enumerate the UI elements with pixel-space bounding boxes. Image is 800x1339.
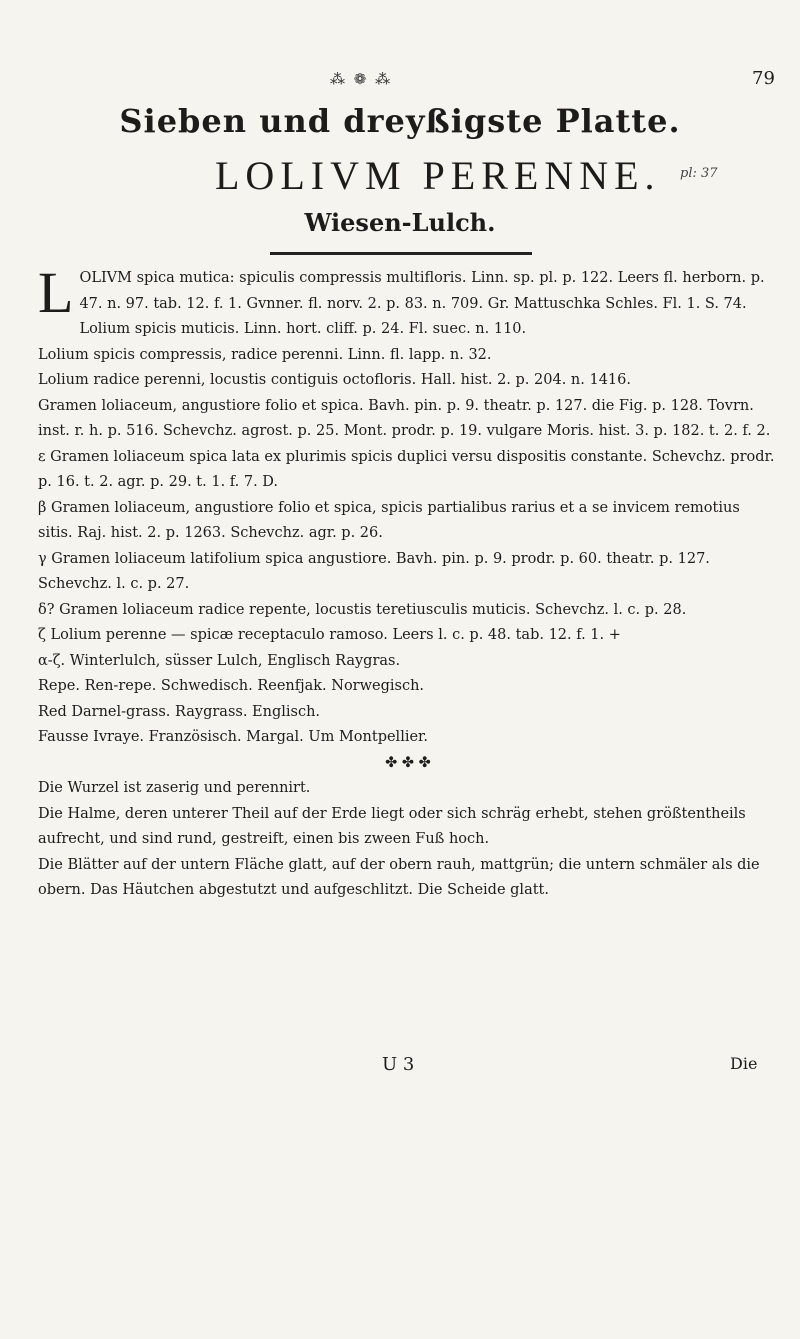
description-paragraph: Die Halme, deren unterer Theil auf der Erde liegt oder sich schräg erhebt, stehen größtentheils aufrecht, und sind rund, gestreift, einen bis zween Fuß hoch.: [38, 805, 746, 847]
plate-reference: pl: 37: [680, 166, 718, 181]
synonym-entry: Lolium spicis muticis. Linn. hort. cliff. p. 24. Fl. suec. n. 110.: [79, 321, 527, 337]
synonym-entry: ε Gramen loliaceum spica lata ex plurimis spicis duplici versu dispositis constante. Schevchz. prodr. p. 16. t. 2. agr. p. 29. t. 1. f. 7. D.: [38, 448, 775, 490]
ornamental-rule: [270, 252, 532, 255]
drop-cap: L: [38, 260, 74, 325]
description-paragraph: Die Blätter auf der untern Fläche glatt, auf der obern rauh, mattgrün; die untern schmäler als die obern. Das Häutchen abgestutzt und aufgeschlitzt. Die Scheide glatt.: [38, 856, 760, 898]
synonym-entry: Lolium spicis compressis, radice perenni. Linn. fl. lapp. n. 32.: [38, 346, 492, 363]
signature-mark: U 3: [382, 1054, 415, 1075]
synonym-entry: γ Gramen loliaceum latifolium spica angustiore. Bavh. pin. p. 9. prodr. p. 60. theatr. p. 127. Schevchz. l. c. p. 27.: [38, 550, 710, 592]
synonym-entry: LOLIVM spica mutica: spiculis compressis multifloris. Linn. sp. pl. p. 122. Leers fl. herborn. p. 47. n. 97. tab. 12. f. 1. Gvnner. fl. norv. 2. p. 83. n. 709. Gr. Mattuschka Schles. Fl. 1. S. 74.: [38, 260, 765, 325]
synonym-entry: Gramen loliaceum, angustiore folio et spica. Bavh. pin. p. 9. theatr. p. 127. die Fig. p. 128. Tovrn. inst. r. h. p. 516. Schevchz. agrost. p. 25. Mont. prodr. p. 19. vulgare Moris. hist. 3. p. 182. t. 2. f. 2.: [38, 397, 771, 439]
synonym-entry: ζ Lolium perenne — spicæ receptaculo ramoso. Leers l. c. p. 48. tab. 12. f. 1. +: [38, 627, 621, 643]
common-name: Wiesen-Lulch.: [304, 208, 496, 237]
vernacular-name: Fausse Ivraye. Französisch. Margal. Um Montpellier.: [38, 729, 428, 745]
vernacular-name: Red Darnel-grass. Raygrass. Englisch.: [38, 703, 321, 720]
vernacular-name: α-ζ. Winterlulch, süsser Lulch, Englisch Raygras.: [38, 652, 401, 669]
page-number: 79: [752, 68, 775, 89]
species-name: LOLIVM PERENNE.: [215, 153, 661, 198]
catchword: Die: [730, 1054, 758, 1073]
description-paragraph: Die Wurzel ist zaserig und perennirt.: [38, 780, 311, 796]
body-text: [38, 260, 778, 904]
synonym-entry: δ? Gramen loliaceum radice repente, locustis teretiusculis muticis. Schevchz. l. c. p. 28.: [38, 601, 687, 618]
synonym-entry: Lolium radice perenni, locustis contiguis octofloris. Hall. hist. 2. p. 204. n. 1416.: [38, 372, 631, 388]
vernacular-name: Repe. Ren-repe. Schwedisch. Reenfjak. Norwegisch.: [38, 678, 425, 694]
header-ornament: ⁂ ❁ ⁂: [330, 70, 393, 88]
synonym-entry: β Gramen loliaceum, angustiore folio et spica, spicis partialibus rarius et a se invicem remotius sitis. Raj. hist. 2. p. 1263. Schevchz. agr. p. 26.: [38, 499, 740, 541]
section-divider: ✤ ✤ ✤: [385, 754, 431, 771]
plate-heading: Sieben und dreyßigste Platte.: [119, 102, 681, 140]
